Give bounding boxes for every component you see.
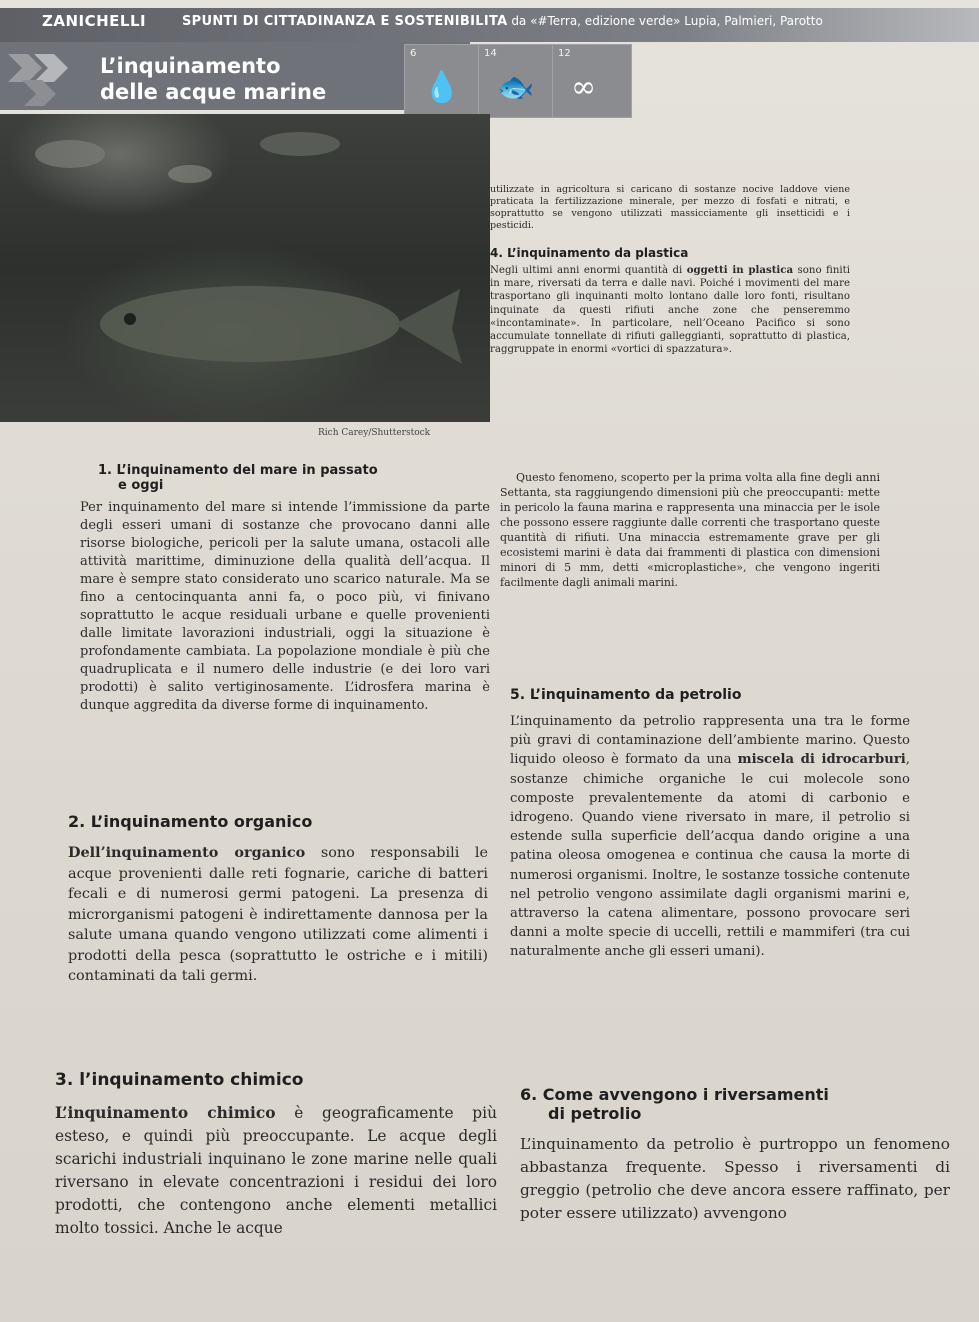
section-5-paragraph: L’inquinamento da petrolio rappresenta una tra le forme più gravi di contaminazione dell’ambiente marino. Questo liquido oleoso è formato da una miscela di idrocarburi, sostanze chimiche organiche le cui molecole sono composte prevalentemente da atomi di carbonio e idrogeno. Quando viene riversato in mare, il petrolio si estende sulla superficie dell’acqua dando origine a una patina oleosa omogenea e continua che causa la morte di numerosi organismi. Inoltre, le sostanze tossiche contenute nel petrolio vengono assimilate dagli organismi marini e, attraverso la catena alimentare, possono provocare seri danni a molte specie di uccelli, rettili e mammiferi (tra cui naturalmente anche gli esseri umani). xyxy=(510,714,910,960)
section-1-heading-line1: 1. L’inquinamento del mare in passato xyxy=(98,463,378,478)
water-drop-icon: 💧 xyxy=(423,70,461,105)
fish-illustration xyxy=(0,114,490,422)
photo-credit: Rich Carey/Shutterstock xyxy=(318,428,431,438)
sdg-badge-6: 6 💧 xyxy=(404,44,484,118)
section-1 xyxy=(98,463,493,493)
chevron-decoration-icon xyxy=(8,50,90,106)
sdg-badge-14: 14 🐟 xyxy=(478,44,558,118)
section-6-heading-line2: di petrolio xyxy=(548,1104,642,1123)
section-6-paragraph: L’inquinamento da petrolio è purtroppo un fenomeno abbastanza frequente. Spesso i riversamenti di greggio (petrolio che deve ancora essere raffinato, per poter essere utilizzato) avvengono xyxy=(520,1135,950,1222)
section-4-continued xyxy=(500,470,880,590)
section-1-paragraph: Per inquinamento del mare si intende l’immissione da parte degli esseri umani di sostanze che provocano danni alle risorse biologiche, pericoli per la salute umana, ostacoli alle attività marittime, diminuzione della qualità dell’acqua. Il mare è sempre stato considerato uno scarico naturale. Ma se fino a centocinquanta anni fa, o poco più, vi finivano soprattutto le acque residuali urbane e quelle provenienti dalle limitate lavorazioni industriali, oggi la situazione è profondamente cambiata. La popolazione mondiale è più che quadruplicata e il numero delle industrie (e dei loro vari prodotti) è salito vertiginosamente. L’idrosfera marina è dunque aggredita da diverse forme di inquinamento. xyxy=(80,500,490,713)
series-source: da «#Terra, edizione verde» Lupia, Palmieri, Parotto xyxy=(511,14,823,28)
section-3-heading: 3. l’inquinamento chimico xyxy=(55,1070,304,1090)
section-4-paragraph-1: Negli ultimi anni enormi quantità di oggetti in plastica sono finiti in mare, riversati da terra e dalle navi. Poiché i movimenti del mare trasportano gli inquinanti molto lontano dalle loro fonti, risultano inquinate da questi rifiuti anche zone che penseremmo «incontaminate». In particolare, nell’Oceano Pacifico si sono accumulate tonnellate di rifiuti galleggianti, soprattutto di plastica, raggruppate in enormi «vortici di spazzatura». xyxy=(490,264,851,356)
section-4-heading: 4. L’inquinamento da plastica xyxy=(490,246,689,260)
section-3-paragraph: L’inquinamento chimico è geograficamente più esteso, e quindi più preoccupante. Le acque degli scarichi industriali inquinano le zone marine nelle quali riversano in elevate concentrazioni i residui dei loro prodotti, che contengono anche elementi metallici molto tossici. Anche le acque xyxy=(55,1104,497,1237)
right-column-top xyxy=(490,184,850,356)
section-2 xyxy=(68,812,488,987)
page-title-line2: delle acque marine xyxy=(100,80,327,104)
section-3 xyxy=(55,1070,497,1240)
agriculture-paragraph: utilizzate in agricoltura si caricano di sostanze nocive laddove viene praticata la fertilizzazione minerale, per mezzo di fosfati e nitrati, e soprattutto se vengono utilizzati massicciamente gli insetticidi e i pesticidi. xyxy=(490,184,850,231)
section-5 xyxy=(510,687,910,962)
underwater-photo xyxy=(0,114,490,422)
section-1-heading-line2: e oggi xyxy=(118,478,164,493)
infinity-icon: ∞ xyxy=(571,70,596,105)
fish-icon: 🐟 xyxy=(497,70,535,105)
section-1-body xyxy=(80,499,490,715)
series-line xyxy=(182,14,972,29)
series-title: SPUNTI DI CITTADINANZA E SOSTENIBILITÀ xyxy=(182,14,508,29)
section-2-heading: 2. L’inquinamento organico xyxy=(68,812,313,831)
section-5-heading: 5. L’inquinamento da petrolio xyxy=(510,687,742,703)
page-title-line1: L’inquinamento xyxy=(100,54,281,78)
publisher-logo: ZANICHELLI xyxy=(42,12,147,30)
section-4-paragraph-2: Questo fenomeno, scoperto per la prima volta alla fine degli anni Settanta, sta raggiungendo dimensioni più che preoccupanti: mette in pericolo la fauna marina e rappresenta una minaccia per le isole che possono essere raggiunte dalle correnti che trasportano queste quantità di rifiuti. Una minaccia estremamente grave per gli ecosistemi marini è data dai frammenti di plastica con dimensioni minori di 5 mm, detti «microplastiche», che vengono ingeriti facilmente dagli animali marini. xyxy=(500,471,880,589)
section-2-paragraph: Dell’inquinamento organico sono responsabili le acque provenienti dalle reti fognarie, cariche di batteri fecali e di numerosi germi patogeni. La presenza di microrganismi patogeni è indirettamente dannosa per la salute umana quando vengono utilizzati come alimenti i prodotti della pesca (soprattutto le ostriche e i mitili) contaminati da tali germi. xyxy=(68,844,488,984)
section-6 xyxy=(520,1085,950,1225)
sdg-badge-12: 12 ∞ xyxy=(552,44,632,118)
section-6-heading-line1: 6. Come avvengono i riversamenti xyxy=(520,1085,829,1104)
